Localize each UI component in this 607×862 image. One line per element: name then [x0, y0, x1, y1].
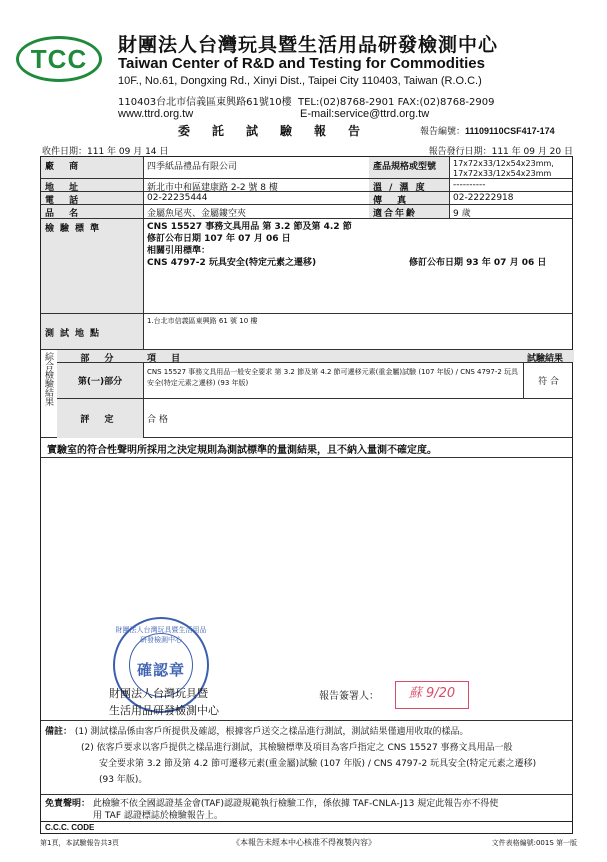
product-label: 品 名 — [41, 205, 143, 218]
address-zh: 110403台北市信義區東興路61號10樓 — [118, 97, 292, 108]
spec-value-2: 17x72x33/12x54x23mm — [453, 169, 552, 178]
vendor-row — [41, 157, 572, 179]
note-1-line — [45, 724, 568, 740]
judge-label: 評 定 — [57, 399, 143, 438]
certifier-org — [109, 685, 219, 719]
copy-notice: 《本報告未經本中心核准不得複製內容》 — [232, 838, 376, 847]
issued-date: 報告發行日期：111 年 09 月 20 日 — [428, 147, 573, 157]
fax-label: 傳 真 — [369, 192, 449, 204]
conformity-statement: 實驗室的符合性聲明所採用之決定規則為測試標準的量測結果，且不納入量測不確定度。 — [41, 438, 572, 458]
address-value: 新北市中和區建康路 2-2 號 8 樓 — [147, 183, 278, 191]
certifier-line-1: 財團法人台灣玩具暨 — [109, 687, 208, 700]
seal-arc-text: 財團法人台灣玩具暨生活用品研發檢測中心 — [115, 626, 207, 644]
part-1-label: 第(一)部分 — [57, 363, 143, 398]
temp-label: 溫 / 濕 度 — [369, 179, 449, 191]
note-2c: (93 年版)。 — [99, 775, 148, 785]
item-header: 項 目 — [143, 350, 523, 362]
standard-line-4 — [147, 257, 570, 269]
signature-mark: 蘇 9/20 — [408, 686, 456, 701]
disclaimer-text-1: 此檢驗不依全國認證基金會(TAF)認證規範執行檢驗工作，係依據 TAF-CNLA-J13 規定此報告亦不得使 — [92, 799, 499, 809]
note-1: (1) 測試樣品係由客戶所提供及確認，根據客戶送交之樣品進行測試，測試結果僅適用收取的樣品。 — [74, 727, 469, 737]
document-title: 委託試驗報告 — [178, 124, 383, 138]
certifier-line-2: 生活用品研發檢測中心 — [109, 704, 219, 717]
tel-label: 電 話 — [41, 192, 143, 204]
product-value: 金屬魚尾夾、金屬鏤空夾 — [147, 209, 247, 218]
notes-block — [41, 720, 572, 794]
standard-row — [41, 219, 572, 314]
notes-label: 備註： — [45, 727, 73, 737]
result-side-label: 綜合檢驗結果 — [43, 352, 53, 406]
standard-line-1: CNS 15527 事務文具用品 第 3.2 節及第 4.2 節 — [147, 222, 352, 232]
spec-value-1: 17x72x33/12x54x23mm, — [453, 159, 554, 168]
seal-center-text: 確認章 — [136, 661, 185, 679]
disclaimer-label: 免責聲明： — [45, 799, 91, 809]
report-number-value: 11109110CSF417-174 — [465, 126, 555, 136]
standard-ref: CNS 4797-2 玩具安全(特定元素之遷移) — [147, 258, 317, 268]
org-name-zh: 財團法人台灣玩具暨生活用品研發檢測中心 — [118, 34, 499, 56]
spec-label: 產品規格或型號 — [369, 157, 449, 178]
report-number-label: 報告編號： — [420, 127, 466, 137]
received-date: 收件日期：111 年 09 月 14 日 — [42, 147, 169, 157]
standard-value — [143, 219, 574, 313]
result-block — [41, 350, 572, 438]
vendor-label: 廠 商 — [41, 157, 143, 178]
spec-value — [449, 157, 574, 178]
tcc-logo: TCC — [16, 36, 102, 82]
temp-value: ---------- — [453, 180, 486, 190]
age-label: 適合年齡 — [369, 205, 449, 218]
ccc-code: C.C.C. CODE — [40, 822, 573, 834]
signature-stamp — [395, 681, 469, 709]
address-label: 地 址 — [41, 179, 143, 191]
age-value: 9 歲 — [453, 209, 471, 218]
tel-fax: TEL:(02)8768-2901 FAX:(02)8768-2909 — [297, 97, 495, 108]
tel-value: 02-22235444 — [147, 193, 208, 203]
address-en: 10F., No.61, Dongxing Rd., Xinyi Dist., Taipei City 110403, Taiwan (R.O.C.) — [118, 75, 482, 87]
website[interactable]: www.ttrd.org.tw — [118, 108, 194, 120]
standard-ref-date: 修訂公布日期 93 年 07 月 06 日 — [409, 258, 547, 268]
note-2a: (2) 依客戶要求以客戶提供之樣品進行測試，其檢驗標準及項目為客戶指定之 CNS 15527 事務文具用品一般 — [81, 743, 513, 753]
address-row — [41, 179, 572, 192]
fax-value: 02-22222918 — [453, 193, 514, 203]
disclaimer-text-2: 用 TAF 認證標誌於檢驗報告上。 — [93, 811, 223, 821]
standard-line-2: 修訂公布日期 107 年 07 月 06 日 — [147, 234, 291, 244]
location-label: 測試地點 — [41, 314, 143, 349]
report-body — [40, 156, 573, 822]
part-header: 部 分 — [57, 350, 143, 362]
location-row — [41, 314, 572, 350]
page-indicator: 第1頁，本試驗報告共3頁 — [40, 839, 119, 847]
standard-line-3: 相關引用標準： — [147, 246, 211, 256]
product-row — [41, 205, 572, 219]
part-1-item: CNS 15527 事務文具用品一般安全要求 第 3.2 節及第 4.2 節可遷移元素(重金屬)試驗 (107 年版) / CNS 4797-2 玩具安全(特定元素之遷移) (93 年版) — [147, 368, 519, 387]
result-row-1 — [57, 363, 572, 399]
org-name-en: Taiwan Center of R&D and Testing for Commodities — [118, 55, 485, 72]
judge-value: 合 格 — [147, 415, 168, 425]
part-1-result: 符 合 — [538, 377, 559, 387]
signer-label: 報告簽署人： — [319, 691, 379, 702]
note-2b: 安全要求第 3.2 節及第 4.2 節可遷移元素(重金屬)試驗 (107 年版) / CNS 4797-2 玩具安全(特定元素之遷移) — [99, 759, 537, 769]
email[interactable]: E-mail:service@ttrd.org.tw — [300, 108, 430, 120]
judge-row — [57, 399, 572, 438]
form-number: 文件表格編號:001S 第一版 — [491, 839, 577, 847]
result-header-label: 試驗結果 — [523, 350, 574, 362]
location-value: 1.台北市信義區東興路 61 號 10 樓 — [147, 317, 258, 325]
result-header — [57, 350, 572, 363]
address-zh-line — [118, 93, 495, 108]
vendor-value: 四季紙品禮品有限公司 — [147, 162, 238, 172]
standard-label: 檢驗標準 — [41, 219, 143, 313]
tel-row — [41, 192, 572, 205]
report-number — [420, 124, 555, 137]
